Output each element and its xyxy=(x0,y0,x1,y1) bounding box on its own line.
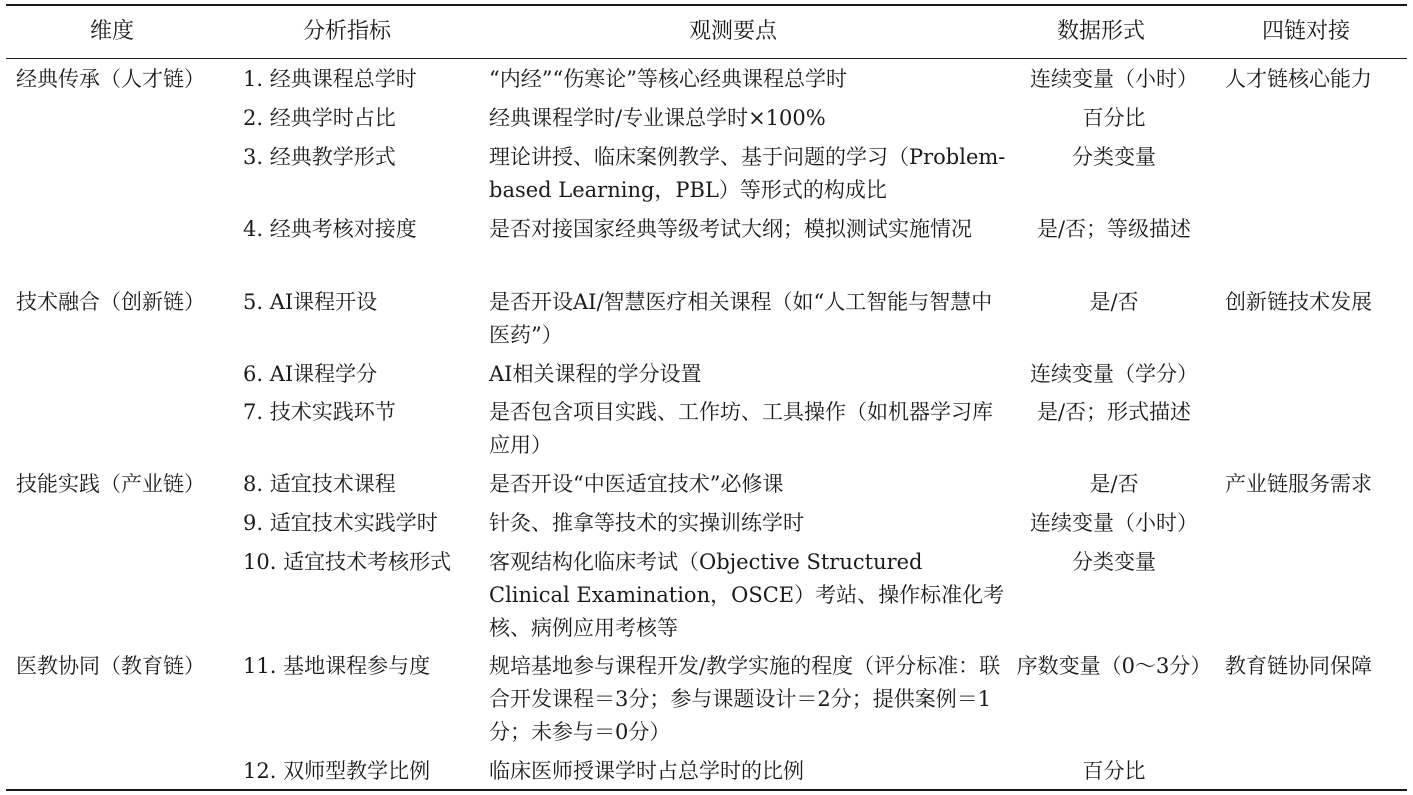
bottom-rule xyxy=(6,789,1407,791)
observation-cell: 是否对接国家经典等级考试大纲；模拟测试实施情况 xyxy=(489,217,972,241)
data-form-cell: 是/否；形式描述 xyxy=(1036,400,1192,424)
dimension-cell: 经典传承（人才链） xyxy=(16,67,205,91)
indicator-cell: 11. 基地课程参与度 xyxy=(243,654,431,678)
observation-cell: 临床医师授课学时占总学时的比例 xyxy=(489,759,804,783)
data-form-cell: 百分比 xyxy=(1082,106,1146,130)
data-form-cell: 连续变量（小时） xyxy=(1030,67,1198,91)
data-form-cell: 是/否 xyxy=(1089,472,1139,496)
top-rule xyxy=(6,4,1407,6)
chain-cell: 产业链服务需求 xyxy=(1225,472,1372,496)
dimension-cell: 技能实践（产业链） xyxy=(16,472,205,496)
indicator-cell: 1. 经典课程总学时 xyxy=(243,67,417,91)
indicator-cell: 7. 技术实践环节 xyxy=(243,400,396,424)
header-observation-point: 观测要点 xyxy=(689,19,778,44)
data-form-cell: 连续变量（小时） xyxy=(1030,511,1198,535)
chain-cell: 教育链协同保障 xyxy=(1225,654,1372,678)
header-dimension: 维度 xyxy=(90,19,135,44)
data-form-cell: 连续变量（学分） xyxy=(1030,362,1198,386)
header-indicator: 分析指标 xyxy=(303,19,392,44)
indicator-cell: 6. AI课程学分 xyxy=(243,362,378,386)
indicator-cell: 3. 经典教学形式 xyxy=(243,145,396,169)
dimension-cell: 技术融合（创新链） xyxy=(16,290,205,314)
indicator-cell: 4. 经典考核对接度 xyxy=(243,217,417,241)
header-chain-link: 四链对接 xyxy=(1262,19,1351,44)
data-form-cell: 百分比 xyxy=(1082,759,1146,783)
observation-cell: AI相关课程的学分设置 xyxy=(489,362,702,386)
indicator-cell: 5. AI课程开设 xyxy=(243,290,378,314)
data-form-cell: 是/否 xyxy=(1089,290,1139,314)
chain-cell: 人才链核心能力 xyxy=(1225,67,1372,91)
indicator-cell: 12. 双师型教学比例 xyxy=(243,759,431,783)
data-form-cell: 是/否；等级描述 xyxy=(1036,217,1192,241)
observation-cell: 经典课程学时/专业课总学时×100% xyxy=(489,106,826,130)
header-data-form: 数据形式 xyxy=(1057,19,1146,44)
observation-cell: 理论讲授、临床案例教学、基于问题的学习（Problem-based Learning，PBL）等形式的构成比 xyxy=(489,145,1006,202)
indicator-cell: 9. 适宜技术实践学时 xyxy=(243,511,438,535)
observation-cell: 是否开设“中医适宜技术”必修课 xyxy=(489,472,784,496)
indicator-cell: 8. 适宜技术课程 xyxy=(243,472,396,496)
data-form-cell: 分类变量 xyxy=(1072,550,1156,574)
observation-cell: “内经”“伤寒论”等核心经典课程总学时 xyxy=(489,67,847,91)
indicator-cell: 2. 经典学时占比 xyxy=(243,106,396,130)
data-form-cell: 分类变量 xyxy=(1072,145,1156,169)
observation-cell: 是否包含项目实践、工作坊、工具操作（如机器学习库应用） xyxy=(489,400,993,457)
chain-cell: 创新链技术发展 xyxy=(1225,290,1372,314)
dimension-cell: 医教协同（教育链） xyxy=(16,654,205,678)
observation-cell: 针灸、推拿等技术的实操训练学时 xyxy=(489,511,804,535)
indicator-cell: 10. 适宜技术考核形式 xyxy=(243,550,452,574)
data-form-cell: 序数变量（0～3分） xyxy=(1016,654,1212,678)
observation-cell: 是否开设AI/智慧医疗相关课程（如“人工智能与智慧中医药”） xyxy=(489,290,993,347)
observation-cell: 规培基地参与课程开发/教学实施的程度（评分标准：联合开发课程＝3分；参与课题设计＝2分；提供案例＝1分；未参与＝0分） xyxy=(489,654,1001,744)
observation-cell: 客观结构化临床考试（Objective Structured Clinical Examination，OSCE）考站、操作标准化考核、病例应用考核等 xyxy=(489,550,1005,640)
header-rule xyxy=(6,58,1407,59)
